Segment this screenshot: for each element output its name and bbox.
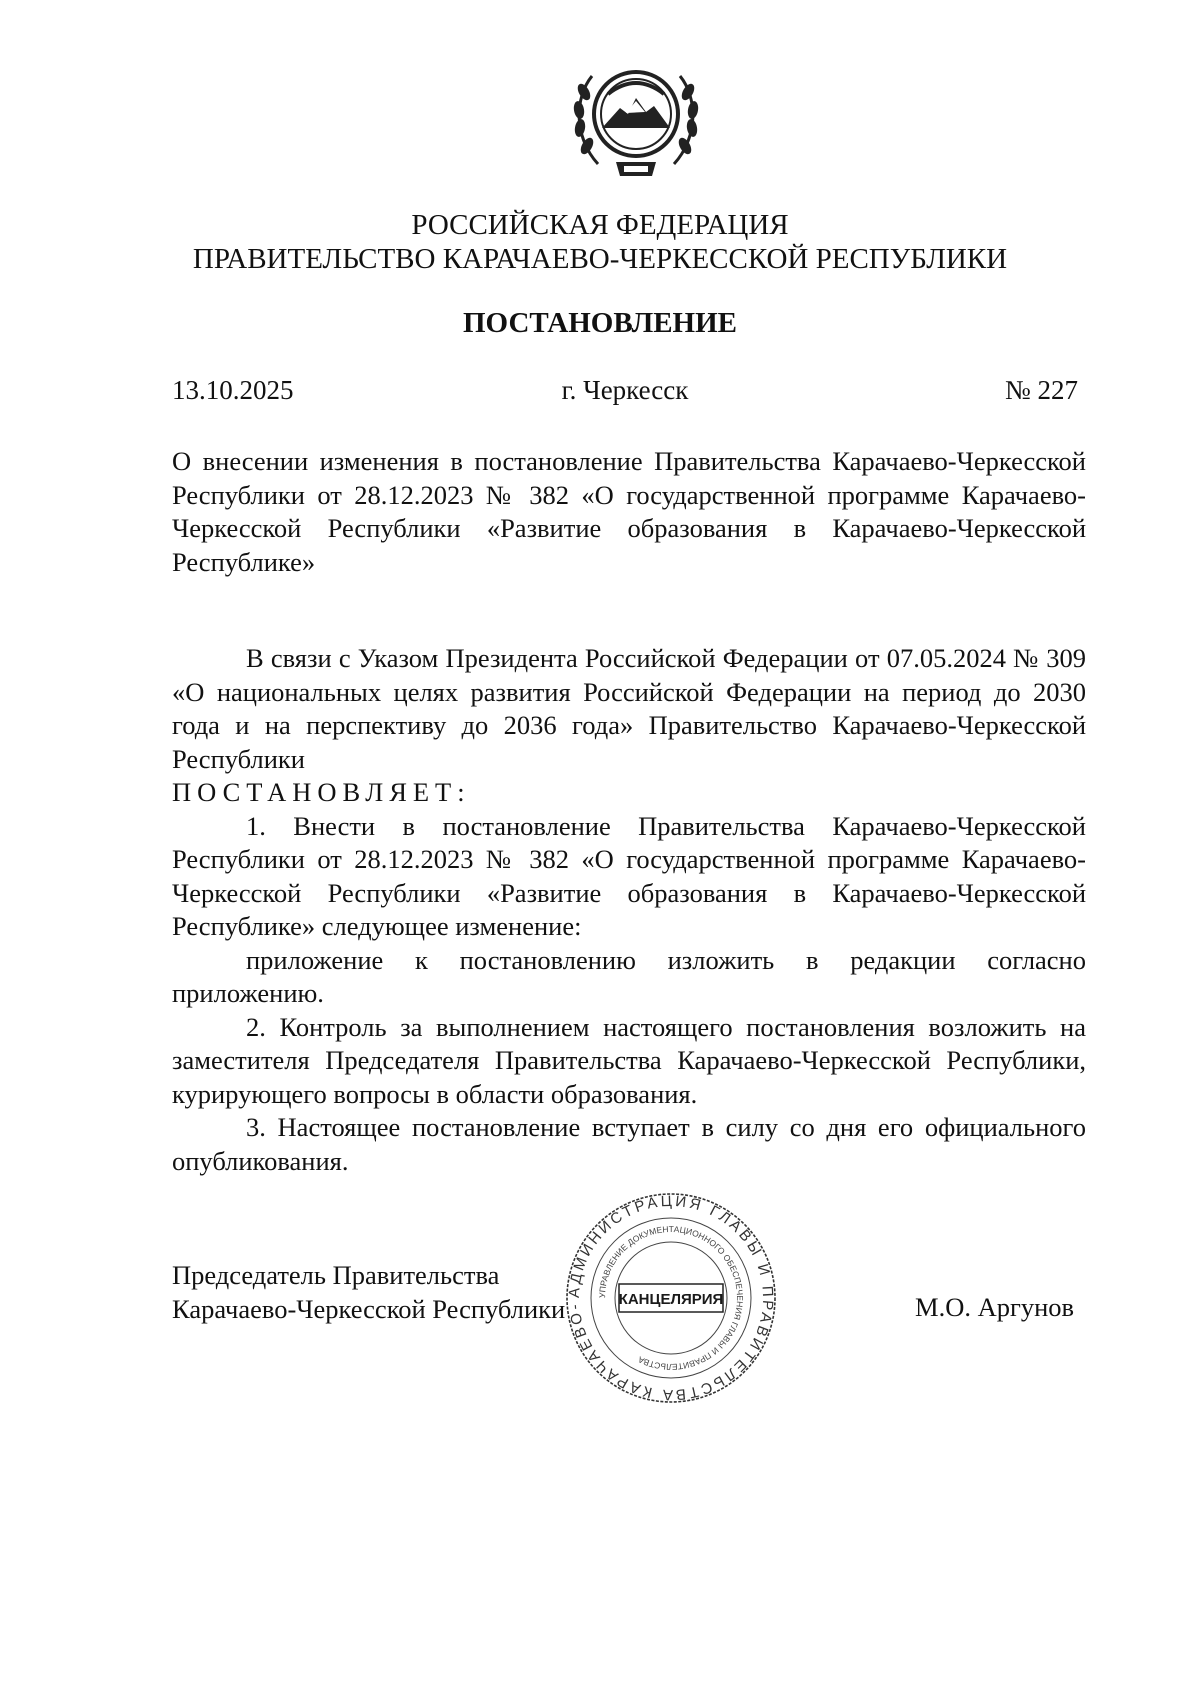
document-type-title: ПОСТАНОВЛЕНИЕ	[462, 307, 737, 339]
stamp-center-label: КАНЦЕЛЯРИЯ	[618, 1291, 724, 1308]
item-2-paragraph: 2. Контроль за выполнением настоящего постановления возложить на заместителя Председателя Правительства Карачаево-Черкесской Республики, курирующего вопросы в области образования.	[172, 1011, 1086, 1109]
item-3-paragraph: 3. Настоящее постановление вступает в силу со дня его официального опубликования.	[172, 1112, 1086, 1176]
document-number: № 227	[1004, 375, 1078, 405]
government-heading: ПРАВИТЕЛЬСТВО КАРАЧАЕВО-ЧЕРКЕССКОЙ РЕСПУБЛИКИ	[192, 243, 1008, 275]
subject-text: О внесении изменения в постановление Правительства Карачаево-Черкесской Республики от 28.12.2023 № 382 «О государственной программе Карачаево-Черкесской Республики «Развитие образования в Карачаево-Черкесской Республике»	[172, 446, 1086, 577]
document-body	[172, 642, 1086, 1178]
stamp-outer-ring-text: АДМИНИСТРАЦИЯ ГЛАВЫ И ПРАВИТЕЛЬСТВА КАРАЧАЕВО-	[565, 1192, 777, 1404]
document-date: 13.10.2025	[172, 375, 294, 405]
signatory-position	[172, 1258, 565, 1326]
resolves-heading: ПОСТАНОВЛЯЕТ:	[172, 777, 471, 807]
item-1-paragraph: 1. Внести в постановление Правительства Карачаево-Черкесской Республики от 28.12.2023 № 382 «О государственной программе Карачаево-Черкесской Республики «Развитие образования в Карачаево-Черкесской Республике» следующее изменение:	[172, 810, 1086, 941]
official-stamp	[561, 1188, 781, 1408]
coat-of-arms-icon	[568, 58, 704, 188]
signatory-position-line1: Председатель Правительства	[172, 1260, 500, 1290]
preamble-paragraph: В связи с Указом Президента Российской Федерации от 07.05.2024 № 309 «О национальных целях развития Российской Федерации на период до 2030 года и на перспективу до 2036 года» Правительство Карачаево-Черкесской Республики	[172, 643, 1086, 774]
signatory-name: М.О. Аргунов	[915, 1292, 1075, 1322]
signatory-position-line2: Карачаево-Черкесской Республики	[172, 1294, 566, 1324]
document-subject	[172, 445, 1086, 579]
stamp-inner-ring-text: УПРАВЛЕНИЕ ДОКУМЕНТАЦИОННОГО ОБЕСПЕЧЕНИЯ ГЛАВЫ И ПРАВИТЕЛЬСТВА	[596, 1223, 746, 1373]
document-city: г. Черкесск	[561, 375, 689, 405]
item-1-detail-paragraph: приложение к постановлению изложить в редакции согласно приложению.	[172, 944, 1086, 1008]
country-heading: РОССИЙСКАЯ ФЕДЕРАЦИЯ	[411, 209, 789, 241]
